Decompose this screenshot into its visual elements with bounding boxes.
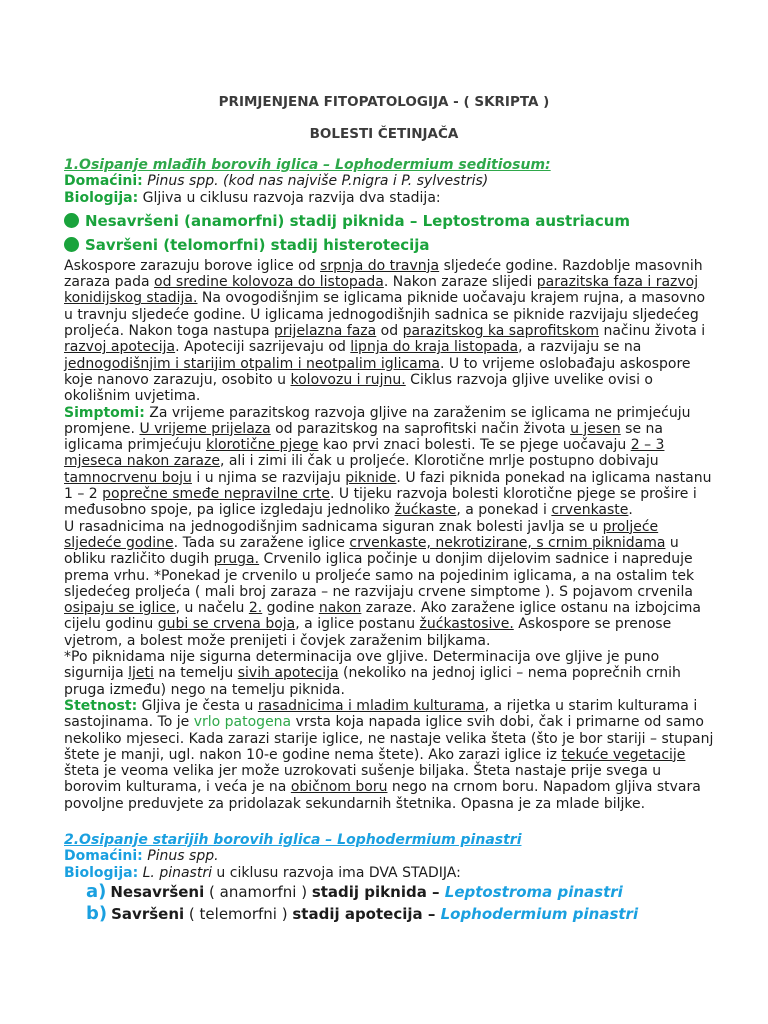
underlined-text: poprečne smeđe nepravilne crte — [102, 486, 330, 503]
text: Gljiva je česta u — [137, 697, 258, 714]
stage-name: Savršeni — [111, 904, 185, 923]
document-subtitle: BOLESTI ČETINJAČA — [309, 126, 459, 142]
text: na temelju — [153, 665, 238, 682]
list-letter: a) — [86, 880, 107, 902]
list-item-b — [86, 903, 714, 925]
spacer — [64, 812, 714, 832]
text: nego na crnom boru. Napadom gljiva stvara povoljne preduvjete za pridolazak sekundarnih štetnika. Opasna je za mlade biljke. — [64, 779, 701, 812]
highlighted-text: vrlo patogena — [193, 714, 292, 731]
text: . U to vrijeme oslobađaju askospore koje nanovo zarazuju, osobito u — [64, 355, 691, 388]
text: Za vrijeme parazitskog razvoja gljive na zaraženim se iglicama ne primjećuju promjene. — [64, 404, 691, 437]
text: . U tijeku razvoja bolesti klorotične pjege se prošire i međusobno spoje, pa iglice izgledaju jednoliko — [64, 486, 697, 519]
biology-label: Biologija: — [64, 864, 139, 881]
underlined-text: ljeti — [128, 665, 154, 682]
underlined-text: jednogodišnjim i starijim otpalim i neotpalim iglicama — [64, 355, 440, 372]
biology-label: Biologija: — [64, 189, 139, 206]
section1-hosts — [64, 173, 714, 189]
list-item-a — [86, 881, 714, 903]
underlined-text: rasadnicima i mladim kulturama — [257, 697, 485, 714]
underlined-text: proljeće sljedeće godine — [64, 518, 659, 551]
stage-teleomorph-text: Savršeni (telomorfni) stadij histerotecija — [85, 235, 430, 254]
stage-type: stadij apotecija – — [292, 904, 441, 923]
document-body — [64, 157, 714, 925]
underlined-text: u jesen — [570, 420, 621, 437]
underlined-text: lipnja do kraja listopada — [350, 339, 519, 356]
text: . Tada su zaražene iglice — [173, 534, 350, 551]
stage-anamorph — [64, 212, 714, 230]
text: Crvenilo iglica počinje u donjim dijelovim sadnice i napreduje prema vrhu. *Ponekad je crvenilo u proljeće samo na pojedinim iglicama, a na ostalim tek sljedećeg proljeća ( mali broj zaraza – ne razvijaju crvene simptome ). S pojavom crvenila — [64, 551, 695, 600]
document-title: PRIMJENJENA FITOPATOLOGIJA - ( SKRIPTA ) — [218, 94, 550, 110]
text: Ciklus razvoja gljive uvelike ovisi o okolišnim uvjetima. — [64, 371, 653, 405]
underlined-text: od sredine kolovoza do listopada — [154, 274, 384, 291]
paragraph-nursery — [64, 519, 714, 649]
text: sljedeće godine. Razdoblje masovnih zaraza pada — [64, 257, 703, 291]
text: , a ponekad i — [456, 502, 552, 519]
text: , ali i zimi ili čak u proljeće. Klorotične mrlje postupno dobivaju — [219, 453, 659, 470]
hosts-label: Domaćini: — [64, 848, 143, 865]
underlined-text: gubi se crvena boja — [157, 616, 296, 633]
text: Askospore se prenose vjetrom, a bolest može prenijeti i čovjek zaraženim biljkama. — [64, 616, 672, 649]
underlined-text: tekuće vegetacije — [561, 746, 686, 763]
text: (nekoliko na jednoj iglici – nema poprečnih crnih pruga između) nego na temelju piknida. — [64, 665, 681, 698]
symptoms-label: Simptomi: — [64, 404, 145, 421]
hosts-label: Domaćini: — [64, 173, 143, 190]
text: od parazitskog na saprofitski način života — [270, 420, 571, 437]
species-name: Leptostroma pinastri — [444, 882, 623, 901]
text: , u načelu — [175, 600, 249, 617]
bullet-dot-icon — [64, 237, 79, 252]
underlined-text: piknide — [345, 469, 397, 486]
underlined-text: crvenkaste, nekrotizirane, s crnim piknidama — [349, 534, 666, 551]
underlined-text: 2. — [248, 600, 263, 617]
text: *Po piknidama nije sigurna determinacija ove gljive. Determinacija ove gljive je puno sigurnija — [64, 649, 660, 682]
section2-heading: 2.Osipanje starijih borovih iglica – Lophodermium pinastri — [64, 831, 522, 848]
underlined-text: srpnja do travnja — [320, 257, 440, 274]
text: načinu života i — [599, 323, 706, 340]
underlined-text: 2 – 3 mjeseca nakon zaraze — [64, 437, 665, 470]
text: Na ovogodišnjim se iglicama piknide uočavaju krajem rujna, a masovno u travnju sljedeće godine. U iglicama jednogodišnjih sadnica se piknide razvijaju sljedećeg proljeća. Nakon toga nastupa — [64, 290, 706, 340]
section1-biology — [64, 190, 714, 206]
stage-type: stadij piknida – — [311, 882, 445, 901]
underlined-text: pruga. — [213, 551, 260, 568]
text: , a rijetka u starim kulturama i sastojinama. To je — [64, 697, 698, 731]
underlined-text: žućkastosive. — [419, 616, 514, 633]
underlined-text: tamnocrvenu boju — [64, 469, 192, 486]
hosts-text: Pinus spp. (kod nas najviše P.nigra i P. sylvestris) — [147, 173, 489, 190]
text: . Apoteciji sazrijevaju od — [175, 339, 351, 356]
underlined-text: crvenkaste — [551, 502, 629, 519]
text: zaraze. Ako zaražene iglice ostanu na izbojcima cijelu godinu — [64, 600, 702, 633]
text: U rasadnicima na jednogodišnjim sadnicama siguran znak bolesti javlja se u — [64, 518, 603, 535]
underlined-text: parazitska faza i razvoj konidijskog stadija. — [64, 274, 699, 307]
underlined-text: osipaju se iglice — [64, 600, 176, 617]
text: godine — [262, 600, 319, 617]
paragraph-symptoms — [64, 405, 714, 519]
text: , a razvijaju se na — [518, 339, 642, 356]
underlined-text: žućkaste — [394, 502, 457, 519]
underlined-text: parazitskog ka saprofitskom — [402, 323, 599, 340]
stage-anamorph-text: Nesavršeni (anamorfni) stadij piknida – Leptostroma austriacum — [85, 211, 631, 230]
stage-name: Nesavršeni — [110, 882, 205, 901]
underlined-text: kolovozu i rujnu. — [290, 371, 406, 388]
section1-heading: 1.Osipanje mlađih borovih iglica – Lophodermium seditiosum: — [64, 157, 551, 173]
paragraph-lifecycle — [64, 258, 714, 405]
underlined-text: klorotične pjege — [205, 437, 319, 454]
section2-biology — [64, 865, 714, 881]
list-letter: b) — [86, 902, 108, 924]
underlined-text: razvoj apotecija — [64, 339, 176, 356]
stage-teleomorph — [64, 236, 714, 254]
bullet-dot-icon — [64, 213, 79, 228]
hosts-text: Pinus spp. — [147, 848, 219, 865]
underlined-text: prijelazna faza — [274, 323, 377, 340]
text: u obliku različito dugih — [64, 534, 679, 568]
text: Askospore zarazuju borove iglice od — [64, 257, 321, 274]
text: . Nakon zaraze slijedi — [383, 274, 537, 291]
paragraph-determination — [64, 649, 714, 698]
underlined-text: nakon — [318, 600, 362, 617]
biology-text: Gljiva u ciklusu razvoja razvija dva stadija: — [142, 189, 441, 206]
underlined-text: običnom boru — [290, 779, 388, 796]
text: . U fazi piknida ponekad na iglicama nastanu 1 – 2 — [64, 469, 712, 503]
underlined-text: sivih apotecija — [237, 665, 339, 682]
text: od — [376, 323, 403, 340]
text: ( telemorfni ) — [184, 904, 293, 923]
biology-text: u ciklusu razvoja ima DVA STADIJA: — [211, 864, 461, 881]
text: , a iglice postanu — [295, 616, 420, 633]
paragraph-damage — [64, 698, 714, 812]
text: . — [628, 502, 633, 519]
text: vrsta koja napada iglice svih dobi, čak i primarne od samo nekoliko mjeseci. Kada zarazi starije iglice, ne nastaje velika šteta (što je bor stariji – stupanj štete je manji, ugl. nakon 10-e godine nema štete). Ako zarazi iglice iz — [64, 714, 714, 763]
text: ( anamorfni ) — [204, 882, 312, 901]
species-name: Lophodermium pinastri — [440, 904, 639, 923]
text: kao prvi znaci bolesti. Te se pjege uočavaju — [318, 437, 631, 454]
damage-label: Stetnost: — [64, 697, 138, 714]
text: i u njima se razvijaju — [191, 469, 346, 486]
species-name: L. pinastri — [142, 864, 212, 881]
underlined-text: U vrijeme prijelaza — [139, 420, 271, 437]
section2-hosts — [64, 848, 714, 864]
text: šteta je veoma velika jer može uzrokovati sušenje biljaka. Šteta nastaje prije svega u borovim kulturama, i veća je na — [64, 763, 662, 796]
text: se na iglicama primjećuju — [64, 420, 663, 454]
